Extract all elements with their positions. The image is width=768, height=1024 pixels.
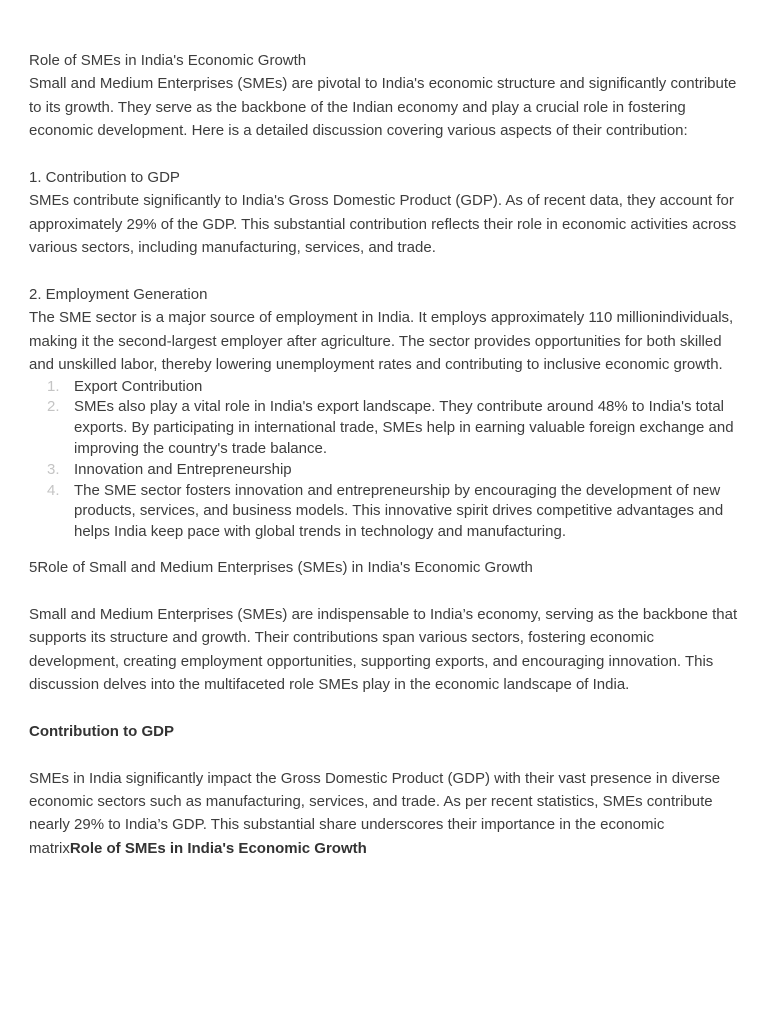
spacer — [29, 543, 741, 556]
spacer — [29, 260, 741, 283]
section2-heading: 2. Employment Generation — [29, 286, 208, 304]
numbered-list — [29, 377, 741, 543]
section2-paragraph: The SME sector is a major source of employment in India. It employs approximately 110 millionindividuals, making it the second-largest employer after agriculture. The sector provides opportunities for both skilled and unskilled labor, thereby lowering unemployment rates and contributing to inclusive economic growth. — [29, 309, 734, 374]
list-item — [29, 397, 741, 459]
list-item — [29, 460, 741, 481]
list-item — [29, 377, 741, 398]
section5-heading: 5Role of Small and Medium Enterprises (SMEs) in India's Economic Growth — [29, 559, 533, 577]
list-item-text: Innovation and Entrepreneurship — [74, 460, 292, 478]
intro-paragraph: Small and Medium Enterprises (SMEs) are pivotal to India's economic structure and significantly contribute to its growth. They serve as the backbone of the Indian economy and play a crucial role in fostering economic development. Here is a detailed discussion covering various aspects of their contribution: — [29, 75, 737, 140]
list-item-number: 1. — [47, 377, 60, 395]
section5-paragraph: Small and Medium Enterprises (SMEs) are indispensable to India’s economy, serving as the backbone that supports its structure and growth. Their contributions span various sectors, fostering economic development, creating employment opportunities, supporting exports, and encouraging innovation. This discussion delves into the multifaceted role SMEs play in the economic landscape of India. — [29, 605, 738, 694]
list-item-number: 3. — [47, 460, 60, 478]
spacer — [29, 143, 741, 166]
section1-paragraph: SMEs contribute significantly to India's Gross Domestic Product (GDP). As of recent data, they account for approximately 29% of the GDP. This substantial contribution reflects their role in economic activities across various sectors, including manufacturing, services, and trade. — [29, 192, 737, 257]
list-item-text: SMEs also play a vital role in India's export landscape. They contribute around 48% to India's total exports. By participating in international trade, SMEs help in earning valuable foreign exchange and improving the country's trade balance. — [74, 398, 734, 458]
final-bold-tail: Role of SMEs in India's Economic Growth — [69, 839, 367, 857]
final-paragraph-text: SMEs in India significantly impact the Gross Domestic Product (GDP) with their vast presence in diverse economic sectors such as manufacturing, services, and trade. As per recent statistics, SMEs contribute nearly 29% to India’s GDP. This substantial share underscores their importance in the economic matrix — [29, 769, 721, 857]
list-item — [29, 481, 741, 543]
document-body — [29, 49, 741, 860]
list-item-number: 4. — [47, 481, 60, 499]
document-title: Role of SMEs in India's Economic Growth — [29, 52, 307, 69]
list-item-number: 2. — [47, 398, 60, 416]
bold-heading: Contribution to GDP — [29, 722, 174, 740]
section1-heading: 1. Contribution to GDP — [29, 169, 180, 187]
final-paragraph — [29, 767, 741, 861]
list-item-text: Export Contribution — [74, 377, 203, 395]
spacer — [29, 696, 741, 719]
spacer — [29, 743, 741, 766]
list-item-text: The SME sector fosters innovation and entrepreneurship by encouraging the development of new products, services, and business models. This innovative spirit drives competitive advantages and helps India keep pace with global trends in technology and manufacturing. — [74, 481, 724, 541]
spacer — [29, 579, 741, 602]
